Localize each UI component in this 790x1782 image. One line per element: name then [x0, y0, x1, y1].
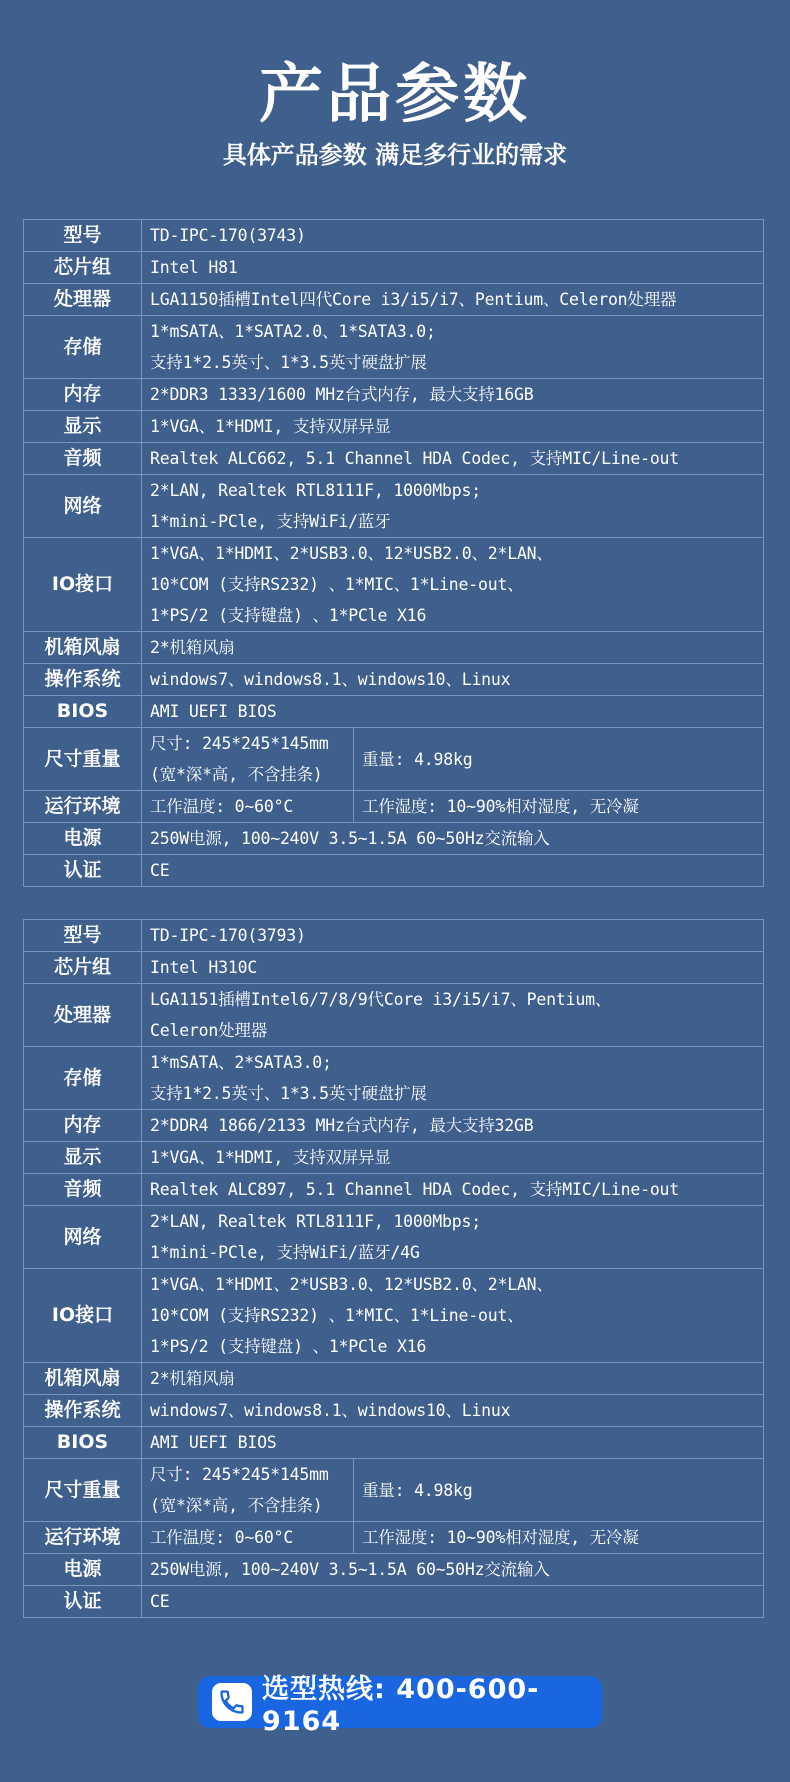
spec-value-line: 1*VGA、1*HDMI, 支持双屏异显: [150, 1148, 391, 1167]
spec-value-line: 1*mSATA、2*SATA3.0;: [150, 1053, 332, 1072]
spec-row: [24, 475, 764, 538]
spec-value-line: (宽*深*高, 不含挂条): [150, 765, 323, 784]
spec-label: 机箱风扇: [24, 1363, 142, 1395]
spec-value-line: 1*VGA、1*HDMI、2*USB3.0、12*USB2.0、2*LAN、: [150, 1275, 553, 1294]
spec-value: [142, 664, 764, 696]
spec-value: [142, 1459, 354, 1522]
spec-value-line: 支持1*2.5英寸、1*3.5英寸硬盘扩展: [150, 353, 427, 372]
spec-value-line: Intel H81: [150, 258, 238, 277]
spec-row: [24, 728, 764, 791]
spec-value: [142, 538, 764, 632]
spec-row: [24, 920, 764, 952]
spec-label: 音频: [24, 443, 142, 475]
spec-value: [142, 1174, 764, 1206]
spec-row: [24, 1142, 764, 1174]
spec-value-line: 2*机箱风扇: [150, 1369, 235, 1388]
spec-row: [24, 952, 764, 984]
spec-value-line: 工作温度: 0~60°C: [150, 797, 294, 816]
spec-label: 处理器: [24, 284, 142, 316]
spec-row: [24, 1363, 764, 1395]
spec-value-line: CE: [150, 1592, 170, 1611]
spec-label: 网络: [24, 475, 142, 538]
spec-value-line: 重量: 4.98kg: [362, 749, 473, 769]
spec-value-line: Celeron处理器: [150, 1021, 268, 1040]
spec-value: [142, 220, 764, 252]
spec-value: [142, 696, 764, 728]
page-subtitle: 具体产品参数 满足多行业的需求: [222, 141, 568, 169]
spec-row: [24, 664, 764, 696]
spec-row: [24, 1047, 764, 1110]
spec-value: [142, 1395, 764, 1427]
spec-value: [142, 855, 764, 887]
spec-label: 运行环境: [24, 1522, 142, 1554]
spec-value-line: 2*DDR3 1333/1600 MHz台式内存, 最大支持16GB: [150, 385, 534, 404]
spec-label: 认证: [24, 855, 142, 887]
spec-value: [142, 316, 764, 379]
spec-value-line: 尺寸: 245*245*145mm: [150, 1465, 329, 1484]
spec-label: BIOS: [24, 1427, 142, 1459]
spec-value-line: 1*VGA、1*HDMI、2*USB3.0、12*USB2.0、2*LAN、: [150, 544, 553, 563]
spec-value-line: 1*mini-PCle, 支持WiFi/蓝牙: [150, 512, 391, 531]
spec-row: [24, 1554, 764, 1586]
spec-value-line: AMI UEFI BIOS: [150, 1433, 277, 1452]
spec-value-line: 2*DDR4 1866/2133 MHz台式内存, 最大支持32GB: [150, 1116, 534, 1135]
spec-row: [24, 1206, 764, 1269]
spec-value-line: 工作温度: 0~60°C: [150, 1528, 294, 1547]
spec-label: 型号: [24, 220, 142, 252]
spec-value: [142, 791, 354, 823]
spec-value-line: 2*LAN, Realtek RTL8111F, 1000Mbps;: [150, 1212, 481, 1231]
spec-row: [24, 632, 764, 664]
spec-row: [24, 284, 764, 316]
spec-label: IO接口: [24, 538, 142, 632]
spec-value-line: Realtek ALC897, 5.1 Channel HDA Codec, 支持MIC/Line-out: [150, 1180, 680, 1199]
spec-value: [142, 1269, 764, 1363]
spec-value-line: CE: [150, 861, 170, 880]
spec-value: [142, 475, 764, 538]
spec-label: 存储: [24, 1047, 142, 1110]
spec-label: 尺寸重量: [24, 728, 142, 791]
spec-label: 型号: [24, 920, 142, 952]
spec-value: [354, 1522, 764, 1554]
spec-label: 处理器: [24, 984, 142, 1047]
spec-value: [142, 1586, 764, 1618]
hotline-text: 选型热线: 400-600-9164: [262, 1674, 540, 1737]
spec-row: [24, 1174, 764, 1206]
spec-row: [24, 1586, 764, 1618]
spec-value-line: 尺寸: 245*245*145mm: [150, 734, 329, 753]
spec-row: [24, 316, 764, 379]
spec-row: [24, 443, 764, 475]
spec-value: [142, 823, 764, 855]
spec-value-line: windows7、windows8.1、windows10、Linux: [150, 670, 511, 689]
spec-value-line: TD-IPC-170(3793): [150, 926, 306, 945]
spec-label: 存储: [24, 316, 142, 379]
spec-label: 机箱风扇: [24, 632, 142, 664]
spec-value: [354, 728, 764, 791]
spec-value-line: 工作湿度: 10~90%相对湿度, 无冷凝: [362, 1528, 639, 1547]
spec-value: [142, 284, 764, 316]
spec-label: 内存: [24, 1110, 142, 1142]
spec-value-line: 10*COM (支持RS232) 、1*MIC、1*Line-out、: [150, 575, 524, 594]
spec-value-line: 1*mSATA、1*SATA2.0、1*SATA3.0;: [150, 322, 436, 341]
spec-row: [24, 696, 764, 728]
spec-value-line: LGA1151插槽Intel6/7/8/9代Core i3/i5/i7、Pentium、: [150, 990, 612, 1009]
spec-value: [142, 1142, 764, 1174]
spec-label: 电源: [24, 823, 142, 855]
page-title: 产品参数: [259, 58, 531, 132]
spec-value: [142, 1206, 764, 1269]
spec-value-line: 1*PS/2 (支持键盘) 、1*PCle X16: [150, 1337, 427, 1356]
spec-value-line: windows7、windows8.1、windows10、Linux: [150, 1401, 511, 1420]
spec-value: [354, 791, 764, 823]
spec-value: [142, 920, 764, 952]
spec-label: 内存: [24, 379, 142, 411]
spec-value-line: 1*VGA、1*HDMI, 支持双屏异显: [150, 417, 391, 436]
spec-value: [142, 443, 764, 475]
spec-value: [142, 1522, 354, 1554]
spec-row: [24, 1110, 764, 1142]
spec-value: [142, 1110, 764, 1142]
spec-value-line: AMI UEFI BIOS: [150, 702, 277, 721]
spec-table-2: [23, 919, 764, 1618]
spec-value: [142, 252, 764, 284]
spec-label: IO接口: [24, 1269, 142, 1363]
spec-row: [24, 252, 764, 284]
spec-label: 显示: [24, 411, 142, 443]
spec-row: [24, 855, 764, 887]
spec-value: [142, 379, 764, 411]
spec-value-line: 10*COM (支持RS232) 、1*MIC、1*Line-out、: [150, 1306, 524, 1325]
spec-row: [24, 1395, 764, 1427]
spec-value-line: Intel H310C: [150, 958, 258, 977]
spec-value-line: 1*mini-PCle, 支持WiFi/蓝牙/4G: [150, 1243, 420, 1262]
phone-icon: [212, 1683, 252, 1721]
spec-value: [142, 952, 764, 984]
hotline-button[interactable]: [198, 1674, 602, 1737]
spec-row: [24, 791, 764, 823]
spec-value-line: 250W电源, 100~240V 3.5~1.5A 60~50Hz交流输入: [150, 829, 550, 848]
spec-value: [142, 984, 764, 1047]
spec-value: [354, 1459, 764, 1522]
spec-row: [24, 984, 764, 1047]
spec-value-line: 2*LAN, Realtek RTL8111F, 1000Mbps;: [150, 481, 481, 500]
spec-row: [24, 379, 764, 411]
spec-label: 网络: [24, 1206, 142, 1269]
spec-label: 运行环境: [24, 791, 142, 823]
spec-label: 电源: [24, 1554, 142, 1586]
spec-value-line: 重量: 4.98kg: [362, 1480, 473, 1500]
spec-value: [142, 1363, 764, 1395]
spec-value: [142, 728, 354, 791]
spec-row: [24, 1427, 764, 1459]
spec-value-line: 工作湿度: 10~90%相对湿度, 无冷凝: [362, 797, 639, 816]
spec-value: [142, 1554, 764, 1586]
spec-value: [142, 1047, 764, 1110]
spec-value-line: 支持1*2.5英寸、1*3.5英寸硬盘扩展: [150, 1084, 427, 1103]
spec-label: BIOS: [24, 696, 142, 728]
spec-row: [24, 1459, 764, 1522]
spec-label: 芯片组: [24, 252, 142, 284]
spec-label: 芯片组: [24, 952, 142, 984]
spec-value-line: 2*机箱风扇: [150, 638, 235, 657]
spec-row: [24, 538, 764, 632]
spec-value-line: 250W电源, 100~240V 3.5~1.5A 60~50Hz交流输入: [150, 1560, 550, 1579]
spec-label: 认证: [24, 1586, 142, 1618]
spec-value-line: LGA1150插槽Intel四代Core i3/i5/i7、Pentium、Celeron处理器: [150, 290, 677, 309]
spec-row: [24, 411, 764, 443]
spec-value: [142, 632, 764, 664]
spec-value-line: Realtek ALC662, 5.1 Channel HDA Codec, 支持MIC/Line-out: [150, 449, 680, 468]
spec-value-line: TD-IPC-170(3743): [150, 226, 306, 245]
spec-label: 尺寸重量: [24, 1459, 142, 1522]
spec-row: [24, 1522, 764, 1554]
spec-label: 操作系统: [24, 1395, 142, 1427]
spec-label: 音频: [24, 1174, 142, 1206]
spec-value: [142, 411, 764, 443]
spec-row: [24, 823, 764, 855]
spec-label: 显示: [24, 1142, 142, 1174]
spec-row: [24, 220, 764, 252]
spec-value-line: 1*PS/2 (支持键盘) 、1*PCle X16: [150, 606, 427, 625]
spec-label: 操作系统: [24, 664, 142, 696]
spec-table-1: [23, 219, 764, 887]
spec-value-line: (宽*深*高, 不含挂条): [150, 1496, 323, 1515]
spec-row: [24, 1269, 764, 1363]
spec-value: [142, 1427, 764, 1459]
